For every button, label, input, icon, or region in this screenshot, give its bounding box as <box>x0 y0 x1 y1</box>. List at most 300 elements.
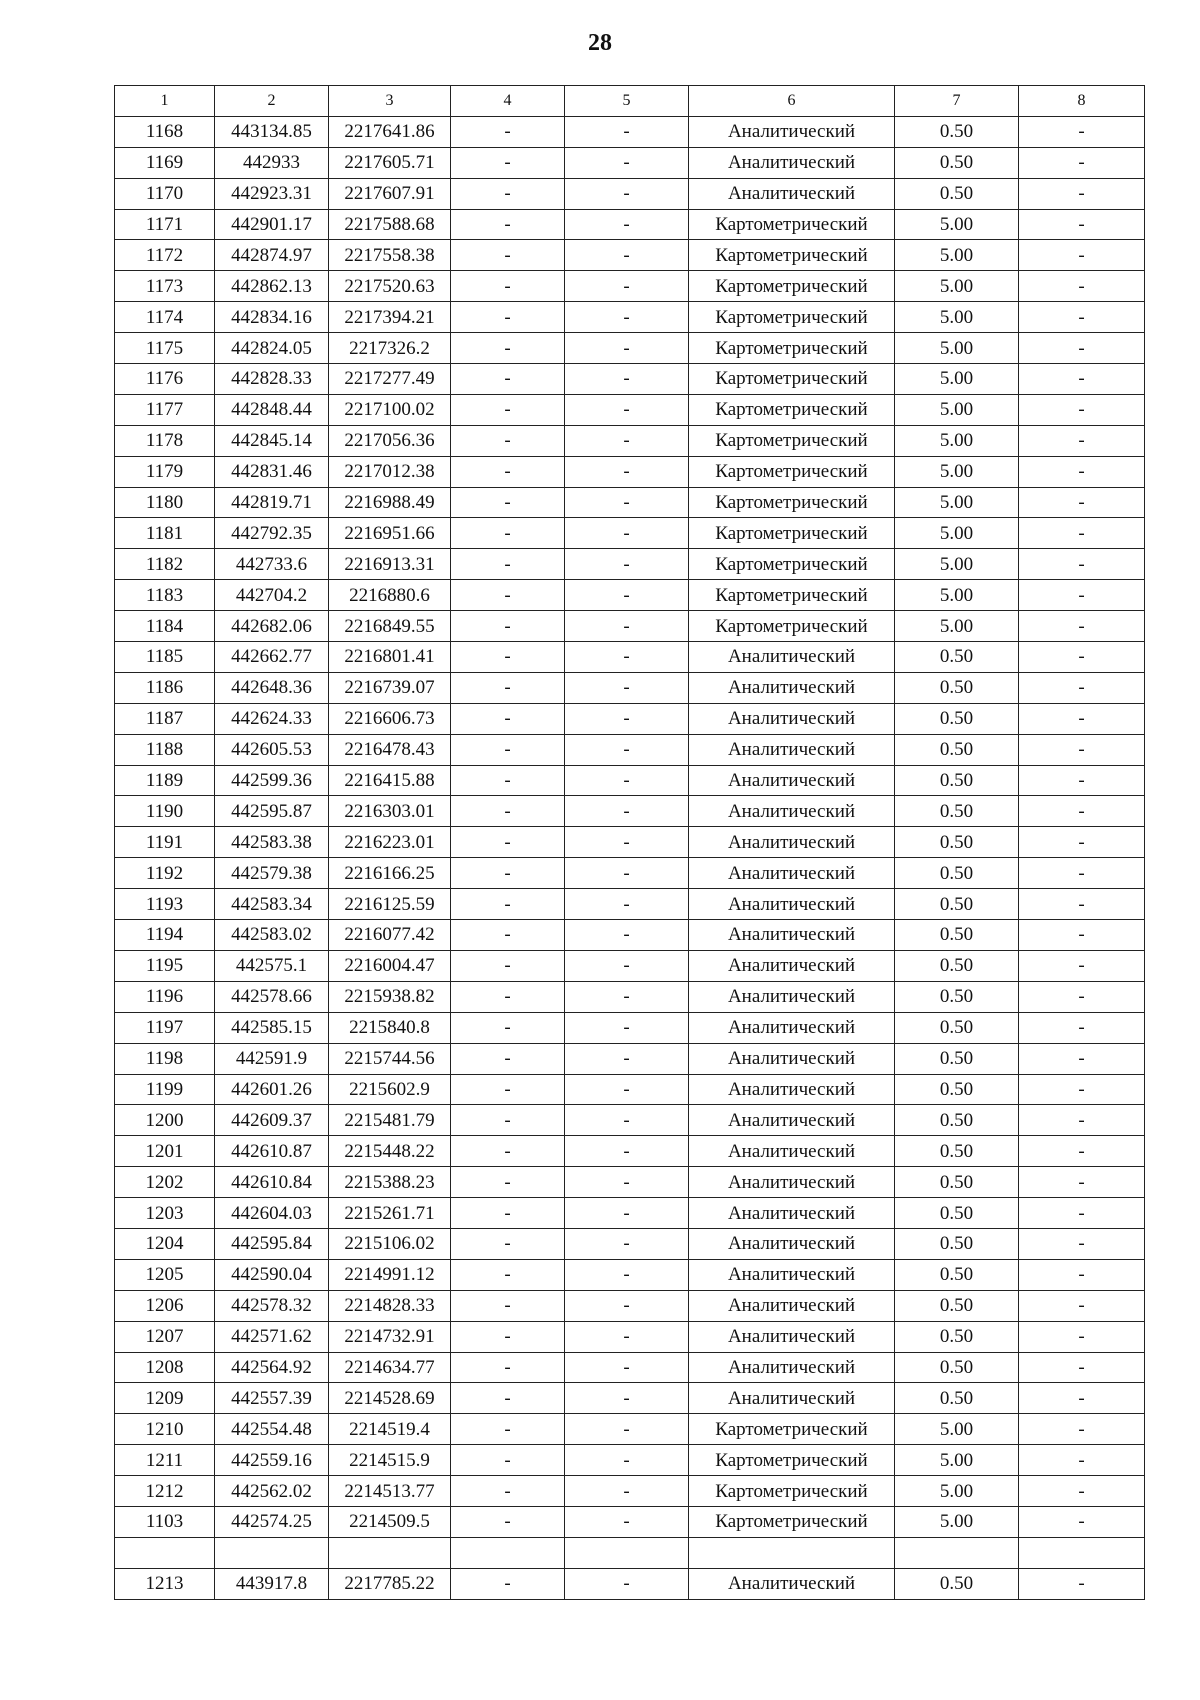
table-cell: - <box>1019 981 1145 1012</box>
table-cell: - <box>1019 518 1145 549</box>
table-cell: 1183 <box>115 580 215 611</box>
table-cell: - <box>565 889 689 920</box>
table-cell: - <box>451 1198 565 1229</box>
table-cell: - <box>1019 1476 1145 1507</box>
table-cell: 2216606.73 <box>329 703 451 734</box>
table-cell: 0.50 <box>895 1136 1019 1167</box>
table-cell: - <box>565 1074 689 1105</box>
table-row <box>115 487 1145 518</box>
table-cell: 1181 <box>115 518 215 549</box>
table-cell: 5.00 <box>895 1414 1019 1445</box>
table-cell: Картометрический <box>689 580 895 611</box>
table-cell: 1186 <box>115 672 215 703</box>
table-cell: - <box>1019 147 1145 178</box>
table-cell: - <box>1019 364 1145 395</box>
table-cell: 1204 <box>115 1228 215 1259</box>
table-cell: 2216478.43 <box>329 734 451 765</box>
table-cell: Картометрический <box>689 611 895 642</box>
table-cell: 1194 <box>115 920 215 951</box>
table-cell: - <box>451 1352 565 1383</box>
table-cell: 2216223.01 <box>329 827 451 858</box>
table-cell: 5.00 <box>895 1476 1019 1507</box>
table-row <box>115 271 1145 302</box>
table-row <box>115 209 1145 240</box>
table-cell: 2217520.63 <box>329 271 451 302</box>
table-row <box>115 580 1145 611</box>
table-cell: - <box>1019 580 1145 611</box>
table-cell: - <box>451 796 565 827</box>
table-cell: 5.00 <box>895 518 1019 549</box>
table-cell: - <box>1019 333 1145 364</box>
table-cell: 1206 <box>115 1290 215 1321</box>
table-cell: 2217605.71 <box>329 147 451 178</box>
table-cell: 442828.33 <box>215 364 329 395</box>
table-cell: 442610.87 <box>215 1136 329 1167</box>
table-cell: - <box>451 1012 565 1043</box>
table-cell: - <box>565 1136 689 1167</box>
table-cell: - <box>451 240 565 271</box>
table-cell: - <box>451 1074 565 1105</box>
table-cell: Аналитический <box>689 1012 895 1043</box>
table-cell: - <box>565 950 689 981</box>
table-cell: 1185 <box>115 642 215 673</box>
table-cell: 2216951.66 <box>329 518 451 549</box>
column-header: 8 <box>1019 86 1145 117</box>
table-cell: Аналитический <box>689 950 895 981</box>
table-cell: 442591.9 <box>215 1043 329 1074</box>
table-cell: - <box>451 1506 565 1537</box>
table-cell: 442604.03 <box>215 1198 329 1229</box>
table-cell: 1210 <box>115 1414 215 1445</box>
table-cell: Аналитический <box>689 1228 895 1259</box>
table-row <box>115 1445 1145 1476</box>
table-cell: 442575.1 <box>215 950 329 981</box>
table-cell: 1179 <box>115 456 215 487</box>
table-row <box>115 1506 1145 1537</box>
table-cell: 2214732.91 <box>329 1321 451 1352</box>
table-cell: - <box>565 1445 689 1476</box>
table-cell: 2217641.86 <box>329 116 451 147</box>
table-cell: - <box>565 364 689 395</box>
table-cell: 1180 <box>115 487 215 518</box>
table-cell: - <box>1019 209 1145 240</box>
table-row <box>115 1167 1145 1198</box>
table-cell: - <box>565 1383 689 1414</box>
table-cell: Картометрический <box>689 302 895 333</box>
table-cell: Аналитический <box>689 642 895 673</box>
table-cell: 1178 <box>115 425 215 456</box>
table-cell: Аналитический <box>689 1259 895 1290</box>
table-cell: - <box>1019 889 1145 920</box>
table-cell: 1189 <box>115 765 215 796</box>
table-cell: - <box>451 1290 565 1321</box>
table-row <box>115 642 1145 673</box>
table-cell: Картометрический <box>689 487 895 518</box>
table-cell: 5.00 <box>895 302 1019 333</box>
column-header: 6 <box>689 86 895 117</box>
table-cell: - <box>565 765 689 796</box>
table-cell: - <box>1019 1506 1145 1537</box>
table-row <box>115 1321 1145 1352</box>
table-cell: - <box>451 1228 565 1259</box>
table-cell: 5.00 <box>895 425 1019 456</box>
table-cell: 0.50 <box>895 858 1019 889</box>
table-cell: - <box>1019 1043 1145 1074</box>
table-cell: 0.50 <box>895 1383 1019 1414</box>
table-cell: - <box>451 1043 565 1074</box>
table-cell: 2214515.9 <box>329 1445 451 1476</box>
table-cell: 442733.6 <box>215 549 329 580</box>
table-cell: Аналитический <box>689 889 895 920</box>
table-cell: 2214513.77 <box>329 1476 451 1507</box>
table-cell: 1209 <box>115 1383 215 1414</box>
table-row <box>115 734 1145 765</box>
table-cell: Аналитический <box>689 1568 895 1599</box>
table-cell: 5.00 <box>895 1506 1019 1537</box>
table-row <box>115 425 1145 456</box>
table-cell: - <box>451 1259 565 1290</box>
table-cell: 442595.84 <box>215 1228 329 1259</box>
table-cell: 1187 <box>115 703 215 734</box>
table-cell: - <box>1019 611 1145 642</box>
table-cell: 0.50 <box>895 1012 1019 1043</box>
table-cell: Аналитический <box>689 1136 895 1167</box>
table-cell: Аналитический <box>689 116 895 147</box>
table-cell: 442554.48 <box>215 1414 329 1445</box>
table-cell: Картометрический <box>689 364 895 395</box>
table-cell: - <box>565 642 689 673</box>
table-cell: - <box>451 920 565 951</box>
table-cell: 0.50 <box>895 827 1019 858</box>
table-cell: Аналитический <box>689 147 895 178</box>
table-cell: - <box>1019 1352 1145 1383</box>
table-cell: Аналитический <box>689 178 895 209</box>
table-cell: - <box>451 1476 565 1507</box>
table-cell: 1190 <box>115 796 215 827</box>
table-cell: - <box>1019 796 1145 827</box>
table-cell: 0.50 <box>895 116 1019 147</box>
table-cell: - <box>1019 178 1145 209</box>
table-cell: - <box>565 456 689 487</box>
table-cell: - <box>451 765 565 796</box>
table-row <box>115 1352 1145 1383</box>
table-cell: 1211 <box>115 1445 215 1476</box>
table-cell: 1175 <box>115 333 215 364</box>
table-cell: 2217326.2 <box>329 333 451 364</box>
table-row <box>115 672 1145 703</box>
table-cell: 442824.05 <box>215 333 329 364</box>
table-cell: - <box>1019 116 1145 147</box>
table-cell: 1182 <box>115 549 215 580</box>
table-cell: 0.50 <box>895 1568 1019 1599</box>
table-cell: Аналитический <box>689 796 895 827</box>
table-cell: - <box>1019 1568 1145 1599</box>
table-cell: Картометрический <box>689 1506 895 1537</box>
table-row <box>115 981 1145 1012</box>
table-cell: 0.50 <box>895 178 1019 209</box>
table-cell: - <box>451 672 565 703</box>
table-row <box>115 456 1145 487</box>
table-cell: 1191 <box>115 827 215 858</box>
table-cell: Аналитический <box>689 1198 895 1229</box>
table-cell: - <box>451 394 565 425</box>
table-cell: - <box>565 1321 689 1352</box>
table-cell: 442595.87 <box>215 796 329 827</box>
table-cell: 5.00 <box>895 549 1019 580</box>
table-cell: - <box>565 549 689 580</box>
table-cell: Аналитический <box>689 1352 895 1383</box>
table-row <box>115 1414 1145 1445</box>
table-cell: 5.00 <box>895 394 1019 425</box>
table-cell: - <box>565 271 689 302</box>
table-cell: 0.50 <box>895 1167 1019 1198</box>
table-cell: 1207 <box>115 1321 215 1352</box>
table-cell: 2215602.9 <box>329 1074 451 1105</box>
table-cell: - <box>565 734 689 765</box>
table-cell: 5.00 <box>895 611 1019 642</box>
table-cell: Картометрический <box>689 1476 895 1507</box>
table-cell: 2216303.01 <box>329 796 451 827</box>
table-cell: 2215744.56 <box>329 1043 451 1074</box>
table-cell: - <box>451 302 565 333</box>
table-cell: 0.50 <box>895 889 1019 920</box>
table-cell: - <box>451 950 565 981</box>
table-cell: Картометрический <box>689 271 895 302</box>
table-cell: Аналитический <box>689 1167 895 1198</box>
table-cell: 2217277.49 <box>329 364 451 395</box>
table-cell: - <box>451 858 565 889</box>
table-cell: - <box>1019 950 1145 981</box>
table-cell: 1169 <box>115 147 215 178</box>
table-cell: 2217785.22 <box>329 1568 451 1599</box>
column-header: 4 <box>451 86 565 117</box>
table-cell: - <box>1019 827 1145 858</box>
table-cell: 2215938.82 <box>329 981 451 1012</box>
table-cell: 1170 <box>115 178 215 209</box>
table-cell: 0.50 <box>895 1198 1019 1229</box>
table-cell: - <box>565 1290 689 1321</box>
table-cell: - <box>1019 1290 1145 1321</box>
table-cell: 1103 <box>115 1506 215 1537</box>
table-cell: 442562.02 <box>215 1476 329 1507</box>
table-cell: - <box>451 981 565 1012</box>
table-cell: 2216166.25 <box>329 858 451 889</box>
table-cell: 442819.71 <box>215 487 329 518</box>
table-cell: 1174 <box>115 302 215 333</box>
table-cell: 2217056.36 <box>329 425 451 456</box>
table-cell: 442583.38 <box>215 827 329 858</box>
table-cell: 2214519.4 <box>329 1414 451 1445</box>
table-cell: Картометрический <box>689 1414 895 1445</box>
table-cell: 442624.33 <box>215 703 329 734</box>
table-cell: - <box>1019 1012 1145 1043</box>
table-row <box>115 518 1145 549</box>
table-cell: 2217558.38 <box>329 240 451 271</box>
table-row <box>115 796 1145 827</box>
table-cell: - <box>1019 240 1145 271</box>
table-cell: 2216880.6 <box>329 580 451 611</box>
table-cell: 5.00 <box>895 364 1019 395</box>
table-cell: 2216077.42 <box>329 920 451 951</box>
table-cell: 442557.39 <box>215 1383 329 1414</box>
table-row <box>115 889 1145 920</box>
table-cell: - <box>451 549 565 580</box>
column-header: 5 <box>565 86 689 117</box>
table-cell: - <box>451 734 565 765</box>
table-cell <box>1019 1537 1145 1568</box>
table-cell: 5.00 <box>895 1445 1019 1476</box>
table-cell: 1198 <box>115 1043 215 1074</box>
table-cell: - <box>565 1167 689 1198</box>
column-header: 7 <box>895 86 1019 117</box>
table-cell: 2217100.02 <box>329 394 451 425</box>
table-cell: 0.50 <box>895 1043 1019 1074</box>
table-cell <box>115 1537 215 1568</box>
table-cell: 0.50 <box>895 796 1019 827</box>
table-cell: 1203 <box>115 1198 215 1229</box>
table-cell: 5.00 <box>895 580 1019 611</box>
table-cell: 0.50 <box>895 147 1019 178</box>
table-cell: - <box>1019 1198 1145 1229</box>
table-row <box>115 950 1145 981</box>
table-cell: - <box>565 116 689 147</box>
table-cell: 442601.26 <box>215 1074 329 1105</box>
table-cell <box>215 1537 329 1568</box>
table-row <box>115 240 1145 271</box>
table-row <box>115 1228 1145 1259</box>
table-cell: 1168 <box>115 116 215 147</box>
table-row <box>115 703 1145 734</box>
table-cell: - <box>1019 1321 1145 1352</box>
table-cell: 2217012.38 <box>329 456 451 487</box>
table-cell: - <box>1019 672 1145 703</box>
table-cell: - <box>451 1383 565 1414</box>
table-row <box>115 1105 1145 1136</box>
table-cell: Аналитический <box>689 1074 895 1105</box>
table-cell: - <box>565 1506 689 1537</box>
table-cell: 442662.77 <box>215 642 329 673</box>
table-row <box>115 394 1145 425</box>
table-cell: - <box>1019 1414 1145 1445</box>
table-cell: 442845.14 <box>215 425 329 456</box>
table-cell: - <box>1019 425 1145 456</box>
table-cell: - <box>451 271 565 302</box>
table-cell: 5.00 <box>895 487 1019 518</box>
table-cell: 442923.31 <box>215 178 329 209</box>
table-cell: - <box>451 642 565 673</box>
table-cell: Картометрический <box>689 1445 895 1476</box>
table-cell: - <box>565 703 689 734</box>
table-cell: 1193 <box>115 889 215 920</box>
table-cell: - <box>451 209 565 240</box>
table-cell: - <box>451 364 565 395</box>
table-cell: 1199 <box>115 1074 215 1105</box>
table-cell: 1200 <box>115 1105 215 1136</box>
table-cell: - <box>1019 271 1145 302</box>
table-cell: Аналитический <box>689 858 895 889</box>
table-cell: 2216849.55 <box>329 611 451 642</box>
table-cell: Аналитический <box>689 703 895 734</box>
table-row <box>115 333 1145 364</box>
table-cell: 5.00 <box>895 333 1019 364</box>
table-cell: - <box>565 1352 689 1383</box>
table-cell: 442590.04 <box>215 1259 329 1290</box>
table-cell: 0.50 <box>895 1259 1019 1290</box>
table-row <box>115 765 1145 796</box>
table-cell: - <box>565 796 689 827</box>
table-cell: 442578.32 <box>215 1290 329 1321</box>
table-cell: Аналитический <box>689 827 895 858</box>
table-cell: - <box>1019 1383 1145 1414</box>
table-cell: - <box>565 425 689 456</box>
table-row <box>115 147 1145 178</box>
table-cell: 2215448.22 <box>329 1136 451 1167</box>
table-cell: 0.50 <box>895 1074 1019 1105</box>
table-row <box>115 1568 1145 1599</box>
table-row <box>115 116 1145 147</box>
table-cell: - <box>1019 765 1145 796</box>
table-cell: 442862.13 <box>215 271 329 302</box>
table-cell: - <box>1019 734 1145 765</box>
table-cell: - <box>565 580 689 611</box>
table-cell: Аналитический <box>689 1321 895 1352</box>
table-cell: Аналитический <box>689 920 895 951</box>
table-cell: - <box>451 827 565 858</box>
table-cell: 2217394.21 <box>329 302 451 333</box>
table-cell: - <box>565 1105 689 1136</box>
table-cell: - <box>1019 703 1145 734</box>
table-cell: - <box>565 1228 689 1259</box>
table-cell: 5.00 <box>895 456 1019 487</box>
table-cell: 1205 <box>115 1259 215 1290</box>
table-cell: - <box>1019 394 1145 425</box>
table-cell: - <box>565 1568 689 1599</box>
table-row <box>115 1074 1145 1105</box>
table-cell: 2216125.59 <box>329 889 451 920</box>
table-cell: 442605.53 <box>215 734 329 765</box>
table-cell: - <box>565 147 689 178</box>
table-cell: 442609.37 <box>215 1105 329 1136</box>
table-cell: 2214634.77 <box>329 1352 451 1383</box>
table-cell: 442583.34 <box>215 889 329 920</box>
table-cell: - <box>565 302 689 333</box>
table-cell: 443917.8 <box>215 1568 329 1599</box>
table-cell: - <box>451 1105 565 1136</box>
table-header-row <box>115 86 1145 117</box>
table-cell: 442682.06 <box>215 611 329 642</box>
table-row <box>115 858 1145 889</box>
table-cell: 1196 <box>115 981 215 1012</box>
table-cell: - <box>565 1414 689 1445</box>
table-cell: 0.50 <box>895 672 1019 703</box>
table-cell: - <box>1019 1074 1145 1105</box>
table-cell <box>565 1537 689 1568</box>
table-cell: 1171 <box>115 209 215 240</box>
table-row <box>115 611 1145 642</box>
table-cell: 442574.25 <box>215 1506 329 1537</box>
table-cell: - <box>1019 642 1145 673</box>
table-row <box>115 364 1145 395</box>
table-cell: 2215388.23 <box>329 1167 451 1198</box>
table-row <box>115 920 1145 951</box>
table-cell: - <box>565 981 689 1012</box>
table-cell: 2216004.47 <box>329 950 451 981</box>
table-cell: - <box>1019 549 1145 580</box>
table-cell: - <box>451 178 565 209</box>
table-cell: 1177 <box>115 394 215 425</box>
table-row <box>115 1012 1145 1043</box>
table-cell: 1212 <box>115 1476 215 1507</box>
